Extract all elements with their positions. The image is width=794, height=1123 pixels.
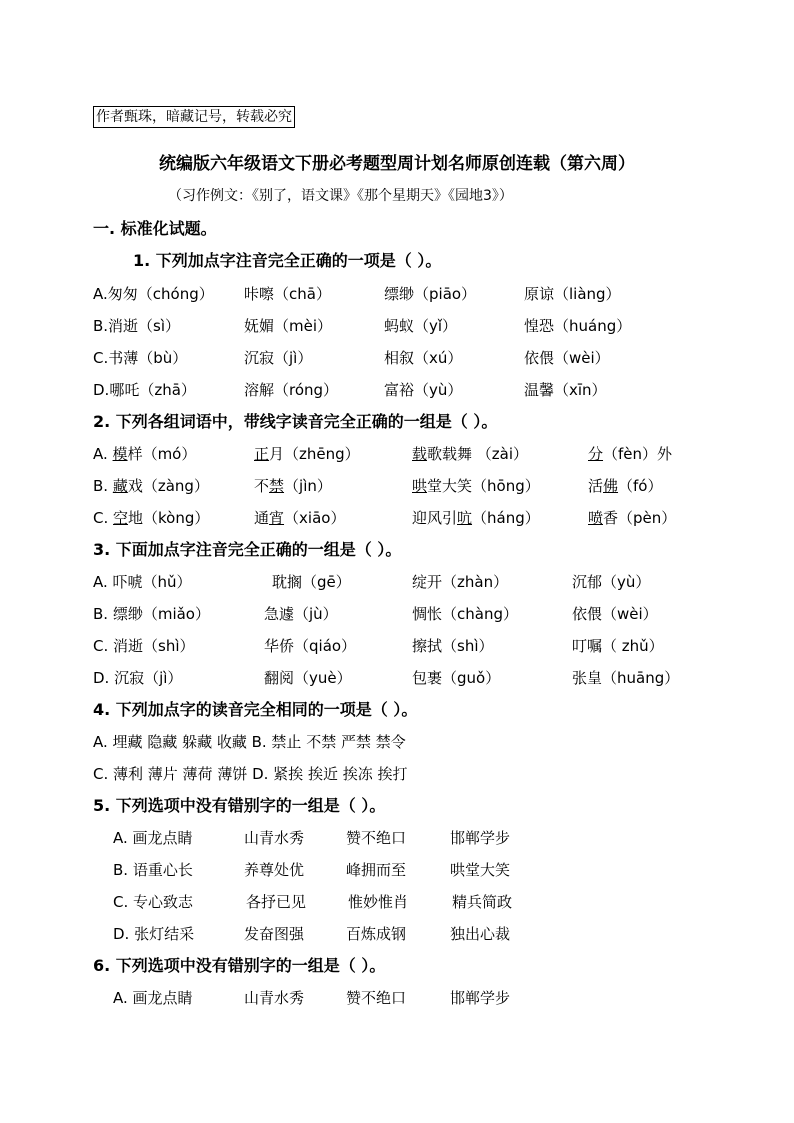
page-subtitle: （习作例文：《别了，语文课》《那个星期天》《园地3》）	[168, 188, 513, 204]
q3-option-c-3: 擦拭（shì）	[412, 637, 494, 655]
q1-option-b-1: B.消逝（sì）	[93, 317, 181, 335]
question-5-stem: 5. 下列选项中没有错别字的一组是（ ）。	[93, 796, 386, 815]
q5-option-c-2: 各抒已见	[246, 893, 307, 911]
underlined-char: 喷	[588, 509, 604, 527]
underlined-char: 宵	[269, 509, 285, 527]
q5-option-c-4: 精兵简政	[452, 893, 513, 911]
page-title: 统编版六年级语文下册必考题型周计划名师原创连载（第六周）	[159, 154, 635, 174]
q3-option-a-3: 绽开（zhàn）	[412, 573, 509, 591]
q2-option-a-2	[254, 444, 360, 464]
underlined-char: 模	[112, 445, 128, 463]
q5-option-a-4: 邯郸学步	[450, 829, 511, 847]
q2-option-c-1	[93, 508, 209, 528]
q1-option-a-1: A.匆匆（chóng）	[93, 285, 214, 303]
q1-option-d-2: 溶解（róng）	[244, 381, 339, 399]
q1-option-d-1: D.哪吒（zhā）	[93, 381, 196, 399]
q3-option-c-2: 华侨（qiáo）	[264, 637, 357, 655]
prefix-text: 迎风引	[412, 509, 458, 527]
q6-option-a-3: 赞不绝口	[346, 989, 407, 1007]
q4-row-1: A. 埋藏 隐藏 躲藏 收藏 B. 禁止 不禁 严禁 禁令	[93, 733, 406, 751]
q4-row-2: C. 薄利 薄片 薄荷 薄饼 D. 紧挨 挨近 挨冻 挨打	[93, 765, 408, 783]
question-6-stem: 6. 下列选项中没有错别字的一组是（ ）。	[93, 956, 386, 975]
section-heading: 一. 标准化试题。	[93, 219, 217, 238]
q5-option-c-3: 惟妙惟肖	[348, 893, 409, 911]
q3-option-c-4: 叮嘱（ zhǔ）	[572, 637, 664, 655]
prefix-text: A.	[93, 445, 113, 463]
q1-option-a-4: 原谅（liàng）	[524, 285, 621, 303]
suffix-text: （xiāo）	[284, 509, 346, 527]
suffix-text: 香（pèn）	[603, 509, 677, 527]
q5-option-b-3: 峰拥而至	[346, 861, 407, 879]
q3-option-b-3: 惆怅（chàng）	[412, 605, 518, 623]
suffix-text: （fèn）外	[603, 445, 673, 463]
prefix-text: C.	[93, 509, 114, 527]
question-2-stem: 2. 下列各组词语中，带线字读音完全正确的一组是（ ）。	[93, 412, 498, 431]
underlined-char: 吭	[457, 509, 473, 527]
q5-option-b-2: 养尊处优	[244, 861, 305, 879]
q3-option-d-3: 包裹（guǒ）	[412, 669, 501, 687]
q5-option-a-1: A. 画龙点睛	[113, 829, 193, 847]
underlined-char: 禁	[269, 477, 285, 495]
q2-option-b-3	[412, 476, 540, 496]
suffix-text: 月（zhēng）	[269, 445, 360, 463]
suffix-text: 地（kòng）	[128, 509, 210, 527]
underlined-char: 佛	[603, 477, 619, 495]
q1-option-c-1: C.书薄（bù）	[93, 349, 188, 367]
suffix-text: 歌载舞 （zài）	[427, 445, 529, 463]
q2-option-a-4	[588, 444, 672, 464]
q3-option-b-2: 急遽（jù）	[264, 605, 338, 623]
q2-option-a-3	[412, 444, 528, 464]
q3-option-d-4: 张皇（huāng）	[572, 669, 680, 687]
q3-option-a-2: 耽搁（gē）	[272, 573, 351, 591]
q3-option-b-1: B. 缥缈（miǎo）	[93, 605, 210, 623]
suffix-text: （háng）	[472, 509, 540, 527]
q2-option-b-4	[588, 476, 663, 496]
q5-option-d-1: D. 张灯结采	[113, 925, 195, 943]
q1-option-b-4: 惶恐（huáng）	[524, 317, 632, 335]
question-4-stem: 4. 下列加点字的读音完全相同的一项是（ ）。	[93, 700, 418, 719]
q1-option-d-4: 温馨（xīn）	[524, 381, 607, 399]
q2-option-a-1	[93, 444, 196, 464]
q2-option-c-3	[412, 508, 540, 528]
q3-option-a-4: 沉郁（yù）	[572, 573, 651, 591]
q6-option-a-1: A. 画龙点睛	[113, 989, 193, 1007]
copyright-stamp: 作者甄珠，暗藏记号，转载必究	[93, 106, 295, 128]
prefix-text: 通	[254, 509, 270, 527]
q1-option-c-4: 依偎（wèi）	[524, 349, 610, 367]
underlined-char: 分	[588, 445, 604, 463]
q2-option-c-2	[254, 508, 345, 528]
q3-option-b-4: 依偎（wèi）	[572, 605, 658, 623]
q2-option-b-1	[93, 476, 209, 496]
q5-option-b-1: B. 语重心长	[113, 861, 193, 879]
underlined-char: 正	[254, 445, 270, 463]
suffix-text: 戏（zàng）	[127, 477, 209, 495]
question-1-stem: 1. 下列加点字注音完全正确的一项是（ ）。	[133, 251, 442, 270]
q1-option-b-2: 妩媚（mèi）	[244, 317, 333, 335]
underlined-char: 哄	[412, 477, 428, 495]
q6-option-a-2: 山青水秀	[244, 989, 305, 1007]
underlined-char: 藏	[112, 477, 128, 495]
underlined-char: 载	[412, 445, 428, 463]
q1-option-a-2: 咔嚓（chā）	[244, 285, 331, 303]
question-3-stem: 3. 下面加点字注音完全正确的一组是（ ）。	[93, 540, 402, 559]
q6-option-a-4: 邯郸学步	[450, 989, 511, 1007]
suffix-text: （jìn）	[284, 477, 332, 495]
q5-option-b-4: 哄堂大笑	[450, 861, 511, 879]
q5-option-d-3: 百炼成钢	[346, 925, 407, 943]
q3-option-a-1: A. 吓唬（hǔ）	[93, 573, 192, 591]
q5-option-a-3: 赞不绝口	[346, 829, 407, 847]
prefix-text: 活	[588, 477, 604, 495]
q5-option-d-4: 独出心裁	[450, 925, 511, 943]
q5-option-c-1: C. 专心致志	[113, 893, 194, 911]
q5-option-a-2: 山青水秀	[244, 829, 305, 847]
q1-option-c-3: 相叙（xú）	[384, 349, 463, 367]
q2-option-c-4	[588, 508, 676, 528]
prefix-text: B.	[93, 477, 113, 495]
q1-option-d-3: 富裕（yù）	[384, 381, 463, 399]
q3-option-c-1: C. 消逝（shì）	[93, 637, 195, 655]
suffix-text: 样（mó）	[127, 445, 197, 463]
underlined-char: 空	[113, 509, 129, 527]
q1-option-a-3: 缥缈（piāo）	[384, 285, 477, 303]
q1-option-c-2: 沉寂（jì）	[244, 349, 313, 367]
q5-option-d-2: 发奋图强	[244, 925, 305, 943]
q3-option-d-2: 翻阅（yuè）	[264, 669, 352, 687]
suffix-text: 堂大笑（hōng）	[427, 477, 540, 495]
suffix-text: （fó）	[618, 477, 663, 495]
q2-option-b-2	[254, 476, 332, 496]
q3-option-d-1: D. 沉寂（jì）	[93, 669, 183, 687]
prefix-text: 不	[254, 477, 270, 495]
q1-option-b-3: 蚂蚁（yǐ）	[384, 317, 458, 335]
